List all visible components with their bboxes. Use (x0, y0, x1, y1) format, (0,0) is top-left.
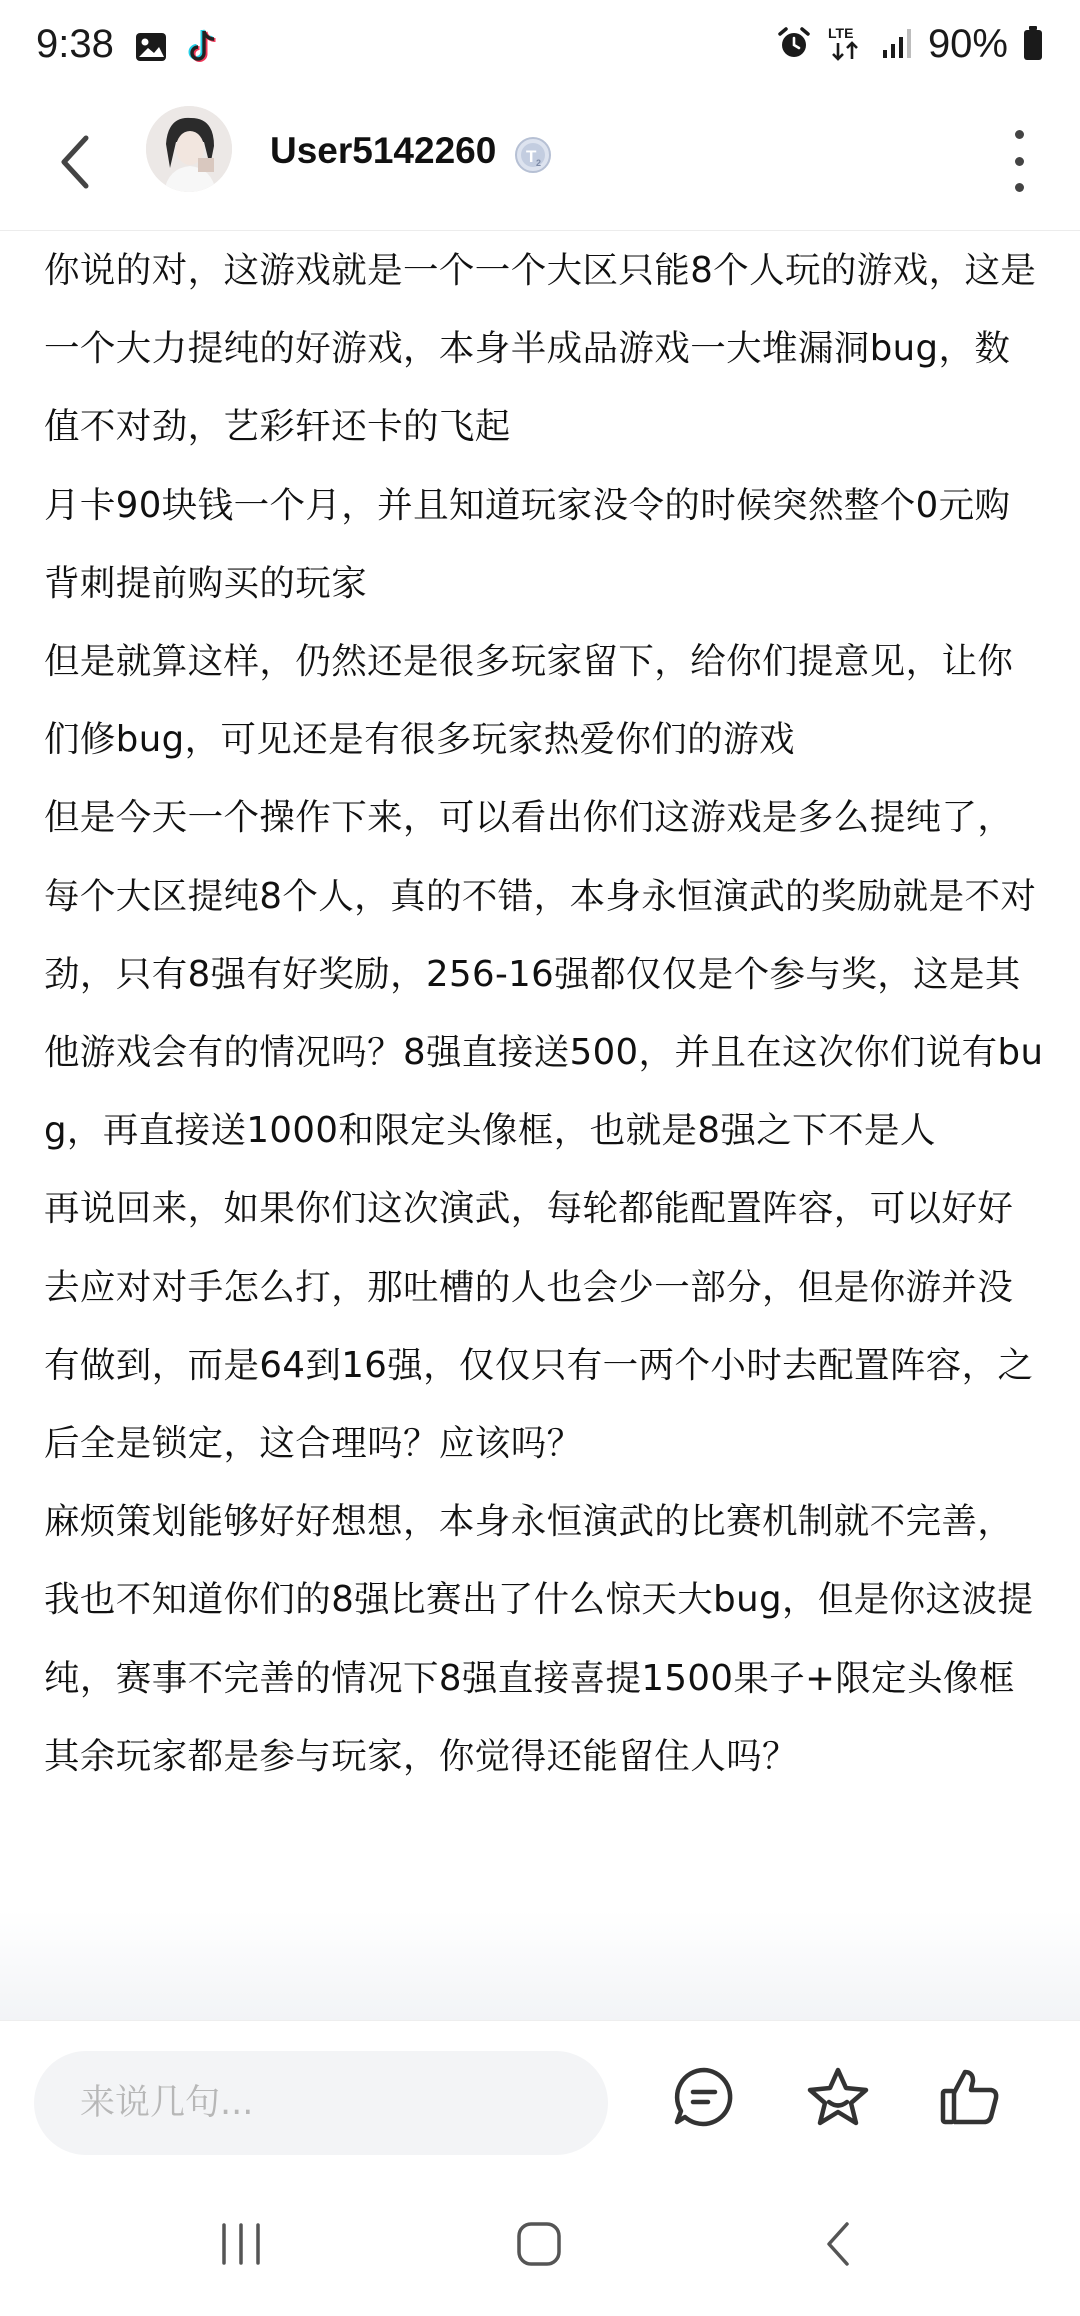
system-navigation-bar (0, 2170, 1080, 2316)
thumbs-up-icon (937, 2064, 1003, 2134)
post-paragraph: 但是今天一个操作下来，可以看出你们这游戏是多么提纯了，每个大区提纯8个人，真的不错，本身永恒演武的奖励就是不对劲，只有8强有好奖励，256-16强都仅仅是个参与奖，这是其他游戏会有的情况吗？8强直接送500，并且在这次你们说有bug，再直接送1000和限定头像框，也就是8强之下不是人 (44, 797, 1044, 1152)
comment-icon (671, 2064, 737, 2134)
comment-button[interactable] (664, 2059, 744, 2139)
battery-percent: 90% (927, 22, 1008, 66)
post-header (0, 100, 1080, 231)
user-name[interactable]: User5142260 (270, 130, 497, 171)
star-icon (804, 2064, 872, 2134)
favorite-button[interactable] (798, 2059, 878, 2139)
tiktok-icon (186, 28, 220, 70)
back-button[interactable] (46, 128, 106, 200)
status-bar (0, 0, 1080, 100)
more-dot-icon (1015, 183, 1024, 192)
battery-icon (1022, 25, 1044, 65)
signal-icon (880, 26, 914, 64)
bottom-action-bar (0, 2020, 1080, 2171)
post-content (44, 232, 1044, 2012)
home-icon (514, 2219, 564, 2273)
more-dot-icon (1015, 130, 1024, 139)
post-paragraph: 麻烦策划能够好好想想，本身永恒演武的比赛机制就不完善，我也不知道你们的8强比赛出了什么惊天大bug，但是你这波提纯，赛事不完善的情况下8强直接喜提1500果子+限定头像框其余玩家都是参与玩家，你觉得还能留住人吗？ (44, 1501, 1034, 1777)
comment-input[interactable] (34, 2051, 608, 2155)
back-arrow-icon (819, 2219, 859, 2273)
gallery-icon (134, 30, 168, 68)
post-paragraph: 月卡90块钱一个月，并且知道玩家没令的时候突然整个0元购背刺提前购买的玩家 (44, 484, 1011, 604)
status-time: 9:38 (36, 22, 114, 66)
like-button[interactable] (930, 2059, 1010, 2139)
post-paragraph: 但是就算这样，仍然还是很多玩家留下，给你们提意见，让你们修bug，可见还是有很多玩家热爱你们的游戏 (44, 641, 1014, 761)
post-paragraph: 你说的对，这游戏就是一个一个大区只能8个人玩的游戏，这是一个大力提纯的好游戏，本身半成品游戏一大堆漏洞bug，数值不对劲，艺彩轩还卡的飞起 (44, 250, 1037, 448)
alarm-icon (776, 25, 812, 65)
svg-text:T: T (526, 147, 537, 166)
more-options-button[interactable] (1004, 130, 1034, 192)
more-dot-icon (1015, 157, 1024, 166)
svg-text:LTE: LTE (827, 24, 854, 41)
level-badge-icon (513, 135, 553, 175)
recent-apps-button[interactable] (196, 2206, 286, 2286)
avatar[interactable] (146, 106, 232, 192)
system-indicators (776, 22, 1044, 67)
home-button[interactable] (494, 2206, 584, 2286)
system-back-button[interactable] (794, 2206, 884, 2286)
recent-apps-icon (216, 2221, 266, 2271)
post-paragraph: 再说回来，如果你们这次演武，每轮都能配置阵容，可以好好去应对对手怎么打，那吐槽的人也会少一部分，但是你游并没有做到，而是64到16强，仅仅只有一两个小时去配置阵容，之后全是锁定，这合理吗？应该吗？ (44, 1188, 1034, 1465)
svg-text:2: 2 (536, 158, 542, 168)
chevron-left-icon (56, 132, 96, 196)
notification-icons (134, 28, 220, 70)
lte-icon (826, 23, 866, 67)
